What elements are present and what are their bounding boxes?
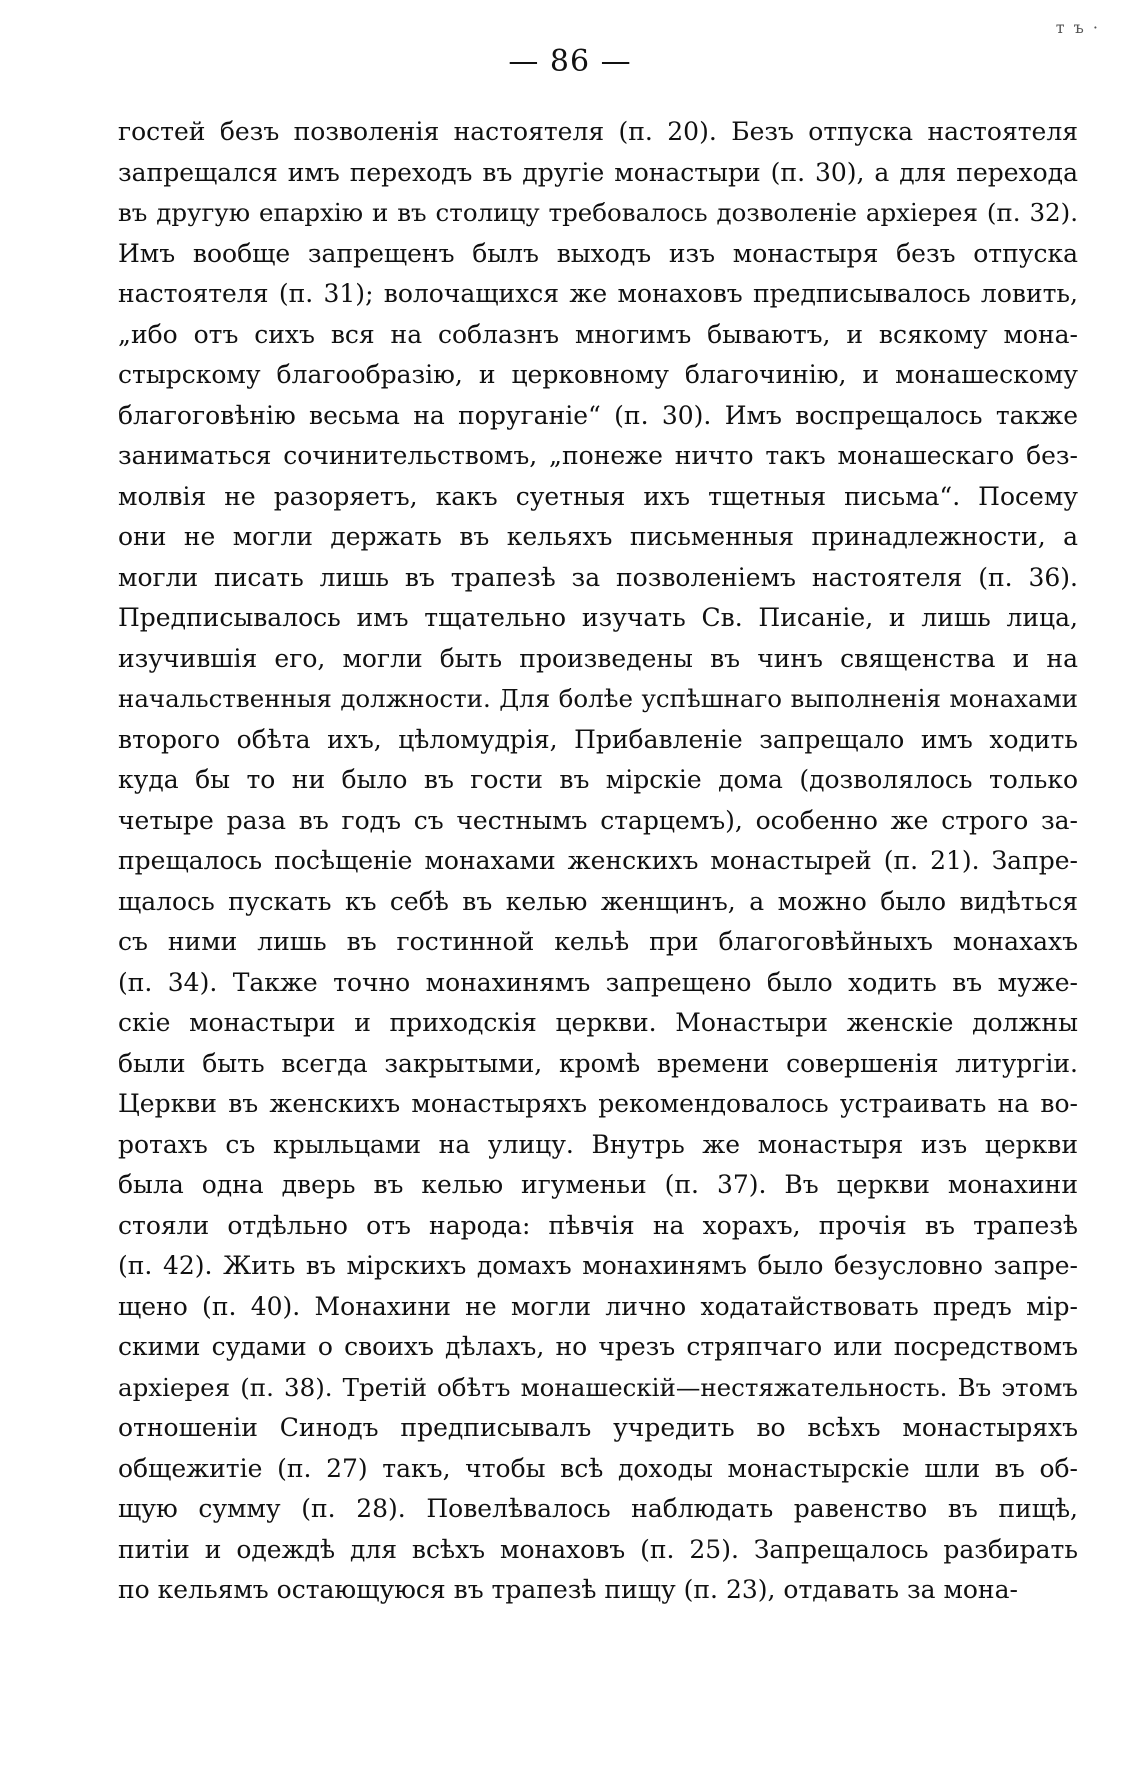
text-line: была одна дверь въ келью игуменьи (п. 37). Въ церкви монахини: [118, 1170, 1078, 1199]
text-line: Предписывалось имъ тщательно изучать Св. Писаніе, и лишь лица,: [118, 603, 1078, 632]
text-line: куда бы то ни было въ гости въ мірскіе дома (дозволялось только: [118, 765, 1078, 794]
text-line: молвія не разоряетъ, какъ суетныя ихъ тщетныя письма“. Посему: [118, 481, 1078, 511]
text-line: ротахъ съ крыльцами на улицу. Внутрь же монастыря изъ церкви: [118, 1129, 1078, 1159]
text-line: стырскому благообразію, и церковному благочинію, и монашескому: [118, 360, 1078, 389]
text-line: запрещался имъ переходъ въ другіе монастыри (п. 30), а для перехода: [118, 157, 1078, 187]
text-line: щалось пускать къ себѣ въ келью женщинъ, а можно было видѣться: [118, 886, 1078, 916]
scan-speck-mark: т ъ ·: [1055, 18, 1100, 37]
text-line: скіе монастыри и приходскія церкви. Монастыри женскіе должны: [118, 1008, 1078, 1037]
text-line: изучившія его, могли быть произведены въ чинъ священства и на: [118, 643, 1078, 673]
text-line: настоятеля (п. 31); волочащихся же монаховъ предписывалось ловить,: [118, 279, 1078, 308]
text-line: стояли отдѣльно отъ народа: пѣвчія на хорахъ, прочія въ трапезѣ: [118, 1210, 1078, 1240]
body-text: [118, 112, 1078, 1611]
text-line: „ибо отъ сихъ вся на соблазнъ многимъ бываютъ, и всякому мона-: [118, 319, 1078, 349]
text-line: (п. 34). Также точно монахинямъ запрещено было ходить въ муже-: [118, 967, 1078, 997]
text-line: гостей безъ позволенія настоятеля (п. 20). Безъ отпуска настоятеля: [118, 117, 1078, 146]
text-line: заниматься сочинительствомъ, „понеже ничто такъ монашескаго без-: [118, 441, 1078, 470]
text-line: Церкви въ женскихъ монастыряхъ рекомендовалось устраивать на во-: [118, 1089, 1078, 1118]
text-line: архіерея (п. 38). Третій обѣтъ монашескій—нестяжательность. Въ этомъ: [118, 1372, 1078, 1402]
text-line: могли писать лишь въ трапезѣ за позволеніемъ настоятеля (п. 36).: [118, 562, 1078, 592]
text-line: благоговѣнію весьма на поруганіе“ (п. 30). Имъ воспрещалось также: [118, 400, 1078, 430]
page-number: — 86 —: [508, 44, 632, 79]
text-line: второго обѣта ихъ, цѣломудрія, Прибавленіе запрещало имъ ходить: [118, 724, 1078, 754]
text-line: четыре раза въ годъ съ честнымъ старцемъ), особенно же строго за-: [118, 805, 1078, 835]
text-line: скими судами о своихъ дѣлахъ, но чрезъ стряпчаго или посредствомъ: [118, 1332, 1078, 1361]
text-line: по кельямъ остающуюся въ трапезѣ пищу (п. 23), отдавать за мона-: [118, 1575, 1018, 1604]
text-line: были быть всегда закрытыми, кромѣ времени совершенія литургіи.: [118, 1048, 1078, 1078]
text-line: отношеніи Синодъ предписывалъ учредить во всѣхъ монастыряхъ: [118, 1413, 1078, 1442]
text-line: общежитіе (п. 27) такъ, чтобы всѣ доходы монастырскіе шли въ об-: [118, 1453, 1078, 1483]
text-line: прещалось посѣщеніе монахами женскихъ монастырей (п. 21). Запре-: [118, 846, 1078, 875]
text-line: щую сумму (п. 28). Повелѣвалось наблюдать равенство въ пищѣ,: [118, 1494, 1078, 1523]
text-line: въ другую епархію и въ столицу требовалось дозволеніе архіерея (п. 32).: [118, 198, 1078, 227]
text-line: питіи и одеждѣ для всѣхъ монаховъ (п. 25). Запрещалось разбирать: [118, 1534, 1078, 1564]
text-line: они не могли держать въ кельяхъ письменныя принадлежности, а: [118, 522, 1078, 551]
text-line: (п. 42). Жить въ мірскихъ домахъ монахинямъ было безусловно запре-: [118, 1251, 1078, 1280]
text-line: съ ними лишь въ гостинной кельѣ при благоговѣйныхъ монахахъ: [118, 927, 1078, 956]
text-line: щено (п. 40). Монахини не могли лично ходатайствовать предъ мір-: [118, 1291, 1078, 1321]
text-line: начальственныя должности. Для болѣе успѣшнаго выполненія монахами: [118, 684, 1078, 713]
text-line: Имъ вообще запрещенъ былъ выходъ изъ монастыря безъ отпуска: [118, 238, 1078, 268]
